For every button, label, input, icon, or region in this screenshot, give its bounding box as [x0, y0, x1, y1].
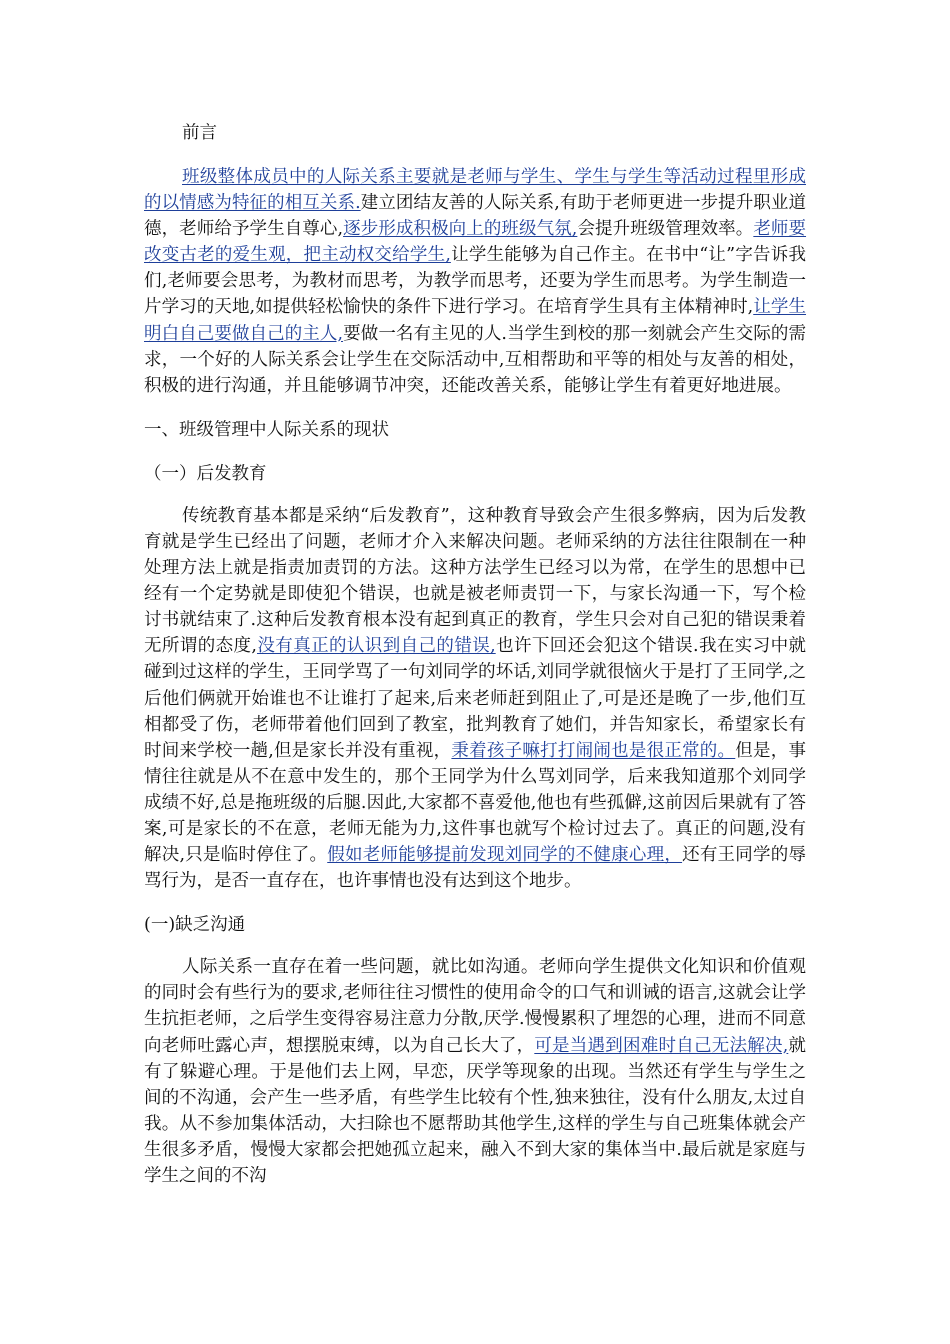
link-realize-mistake[interactable]: 没有真正的认识到自己的错误,: [256, 636, 496, 657]
paragraph-text: 传统教育基本都是采纳“后发教育”，这种教育导致会产生很多弊病，因为后发教育就是学生已经出了问题，老师才介入来解决问题。老师采纳的方法往往限制在一种处理方法上就是指责加责罚的方法。这种方法学生已经习以为常，在学生的思想中已经有一个定势就是即使犯个错误，也就是被老师责罚一下，与家长沟通一下，写个检讨书就结束了.这种后发教育根本没有起到真正的教育，学生只会对自己犯的错误秉着无所谓的态度,: [144, 505, 806, 657]
paragraph-text: 建立团结友善的人际关系,有助于老师更进一步提升职业道德，老师给予学生自尊心,: [144, 193, 807, 240]
paragraph-text: 人际关系一直存在着一些问题，就比如沟通。老师向学生提供文化知识和价值观的同时会有些行为的要求,老师往往习惯性的使用命令的口气和训诫的语言,这就会让学生抗拒老师，之后学生变得容易注意力分散,厌学.慢慢累积了埋怨的心理，进而不同意向老师吐露心声，想摆脱束缚，以为自己长大了，: [144, 957, 806, 1056]
link-teacher-change[interactable]: 老师要改变古老的爱生观，把主动权交给学生,: [144, 219, 807, 266]
paragraph-text: 也许下回还会犯这个错误.我在实习中就碰到过这样的学生，王同学骂了一句刘同学的坏话,刘同学就很恼火于是打了王同学,之后他们俩就开始谁也不让谁打了起来,后来老师赶到阻止了,可是还是晚了一步,他们互相都受了伤，老师带着他们回到了教室，批判教育了她们，并告知家长，希望家长有时间来学校一趟,但是家长并没有重视，: [144, 636, 807, 761]
paragraph-text: 就有了躲避心理。于是他们去上网，早恋，厌学等现象的出现。当然还有学生与学生之间的不沟通，会产生一些矛盾，有些学生比较有个性,独来独往，没有什么朋友,太过自我。从不参加集体活动，大扫除也不愿帮助其他学生,这样的学生与自己班集体就会产生很多矛盾，慢慢大家都会把她孤立起来，融入不到大家的集体当中.最后就是家庭与学生之间的不沟: [144, 1035, 807, 1186]
link-kids-fighting[interactable]: 秉着孩子嘛打打闹闹也是很正常的。: [451, 740, 736, 761]
subsection-heading-2: (一)缺乏沟通: [144, 915, 246, 936]
paragraph-text: 让学生能够为自己作主。在书中“让”字告诉我们,老师要会思考，为教材而思考，为教学而思考，还要为学生而思考。为学生制造一片学习的天地,如提供轻松愉快的条件下进行学习。在培育学生具有主体精神时,: [144, 245, 806, 318]
link-be-own-master[interactable]: 让学生明白自己要做自己的主人,: [144, 297, 807, 344]
communication-paragraph: [144, 954, 806, 1189]
section-heading-1: 一、班级管理中人际关系的现状: [144, 419, 389, 440]
paragraph-text: 会提升班级管理效率。: [577, 219, 754, 240]
paragraph-text: 但是，事情往往就是从不在意中发生的，那个王同学为什么骂刘同学，后来我知道那个刘同学成绩不好,总是拖班级的后腿.因此,大家都不喜爱他,他也有些孤僻,这前因后果就有了答案,可是家长的不在意，老师无能为力,这件事也就写个检讨过去了。真正的问题,没有解决,只是临时停住了。: [144, 740, 807, 866]
link-class-atmosphere[interactable]: 逐步形成积极向上的班级气氛,: [343, 219, 578, 240]
paragraph-text: 还有王同学的辱骂行为，是否一直存在，也许事情也没有达到这个地步。: [144, 845, 807, 892]
subsection-heading-1: （一）后发教育: [144, 463, 267, 484]
paragraph-text: 要做一名有主见的人.当学生到校的那一刻就会产生交际的需求，一个好的人际关系会让学生在交际活动中,互相帮助和平等的相处与友善的相处，积极的进行沟通，并且能够调节冲突，还能改善关系，能够让学生有着更好地进展。: [144, 323, 807, 396]
link-relationship-definition[interactable]: 班级整体成员中的人际关系主要就是老师与学生、学生与学生等活动过程里形成的以情感为特征的相互关系.: [144, 167, 806, 214]
link-early-detection[interactable]: 假如老师能够提前发现刘同学的不健康心理，: [327, 845, 683, 866]
after-education-paragraph: [144, 503, 806, 894]
link-difficulties[interactable]: 可是当遇到困难时自己无法解决,: [534, 1035, 789, 1056]
document-body: [144, 118, 806, 1189]
preface-title: 前言: [182, 123, 217, 143]
preface-paragraph: [144, 164, 806, 399]
